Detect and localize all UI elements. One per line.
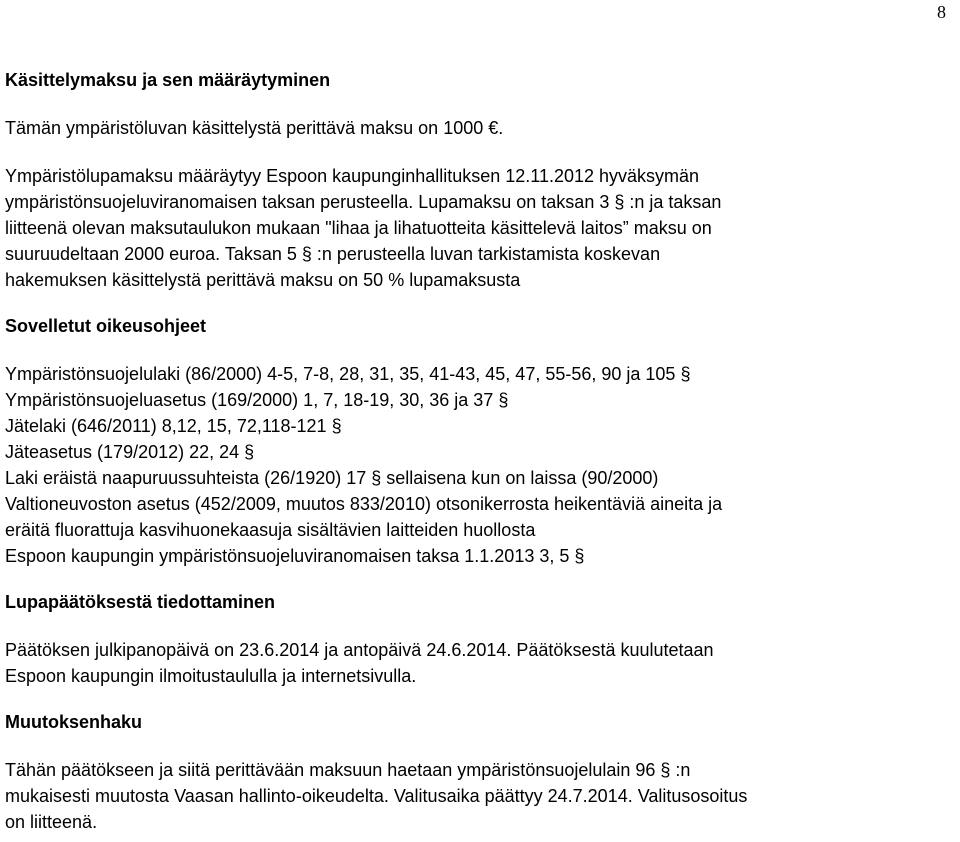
section-heading-notice: Lupapäätöksestä tiedottaminen <box>5 592 276 612</box>
law-item: Ympäristönsuojelulaki (86/2000) 4-5, 7-8, 28, 31, 35, 41-43, 45, 47, 55-56, 90 ja 105 § <box>5 364 691 384</box>
fee-basis-paragraph <box>5 163 945 293</box>
text-line: Tähän päätökseen ja siitä perittävään maksuun haetaan ympäristönsuojelulain 96 § :n <box>5 760 691 780</box>
text-line: mukaisesti muutosta Vaasan hallinto-oikeudelta. Valitusaika päättyy 24.7.2014. Valitusosoitus <box>5 786 748 806</box>
law-item: Laki eräistä naapuruussuhteista (26/1920) 17 § sellaisena kun on laissa (90/2000) <box>5 468 659 488</box>
text-line: Espoon kaupungin ilmoitustaululla ja internetsivulla. <box>5 666 417 686</box>
appeal-paragraph <box>5 757 945 835</box>
law-item: Valtioneuvoston asetus (452/2009, muutos 833/2010) otsonikerrosta heikentäviä aineita ja <box>5 494 723 514</box>
fee-amount-text: Tämän ympäristöluvan käsittelystä perittävä maksu on 1000 €. <box>5 118 504 138</box>
section-heading-fee: Käsittelymaksu ja sen määräytyminen <box>5 70 331 90</box>
document-body <box>5 67 945 835</box>
text-line: ympäristönsuojeluviranomaisen taksan perusteella. Lupamaksu on taksan 3 § :n ja taksan <box>5 192 722 212</box>
section-heading-appeal: Muutoksenhaku <box>5 712 143 732</box>
law-item: Ympäristönsuojeluasetus (169/2000) 1, 7, 18-19, 30, 36 ja 37 § <box>5 390 509 410</box>
laws-list <box>5 361 945 569</box>
text-line: suuruudeltaan 2000 euroa. Taksan 5 § :n perusteella luvan tarkistamista koskevan <box>5 244 661 264</box>
law-item: Jätelaki (646/2011) 8,12, 15, 72,118-121 § <box>5 416 342 436</box>
text-line: hakemuksen käsittelystä perittävä maksu on 50 % lupamaksusta <box>5 270 521 290</box>
page-number: 8 <box>937 2 946 22</box>
text-line: Päätöksen julkipanopäivä on 23.6.2014 ja antopäivä 24.6.2014. Päätöksestä kuulutetaan <box>5 640 714 660</box>
law-item: eräitä fluorattuja kasvihuonekaasuja sisältävien laitteiden huollosta <box>5 520 536 540</box>
law-item: Jäteasetus (179/2012) 22, 24 § <box>5 442 255 462</box>
notice-paragraph <box>5 637 945 689</box>
law-item: Espoon kaupungin ympäristönsuojeluviranomaisen taksa 1.1.2013 3, 5 § <box>5 546 585 566</box>
text-line: on liitteenä. <box>5 812 98 832</box>
section-heading-laws: Sovelletut oikeusohjeet <box>5 316 207 336</box>
text-line: Ympäristölupamaksu määräytyy Espoon kaupunginhallituksen 12.11.2012 hyväksymän <box>5 166 700 186</box>
text-line: liitteenä olevan maksutaulukon mukaan "lihaa ja lihatuotteita käsittelevä laitos” maksu on <box>5 218 712 238</box>
